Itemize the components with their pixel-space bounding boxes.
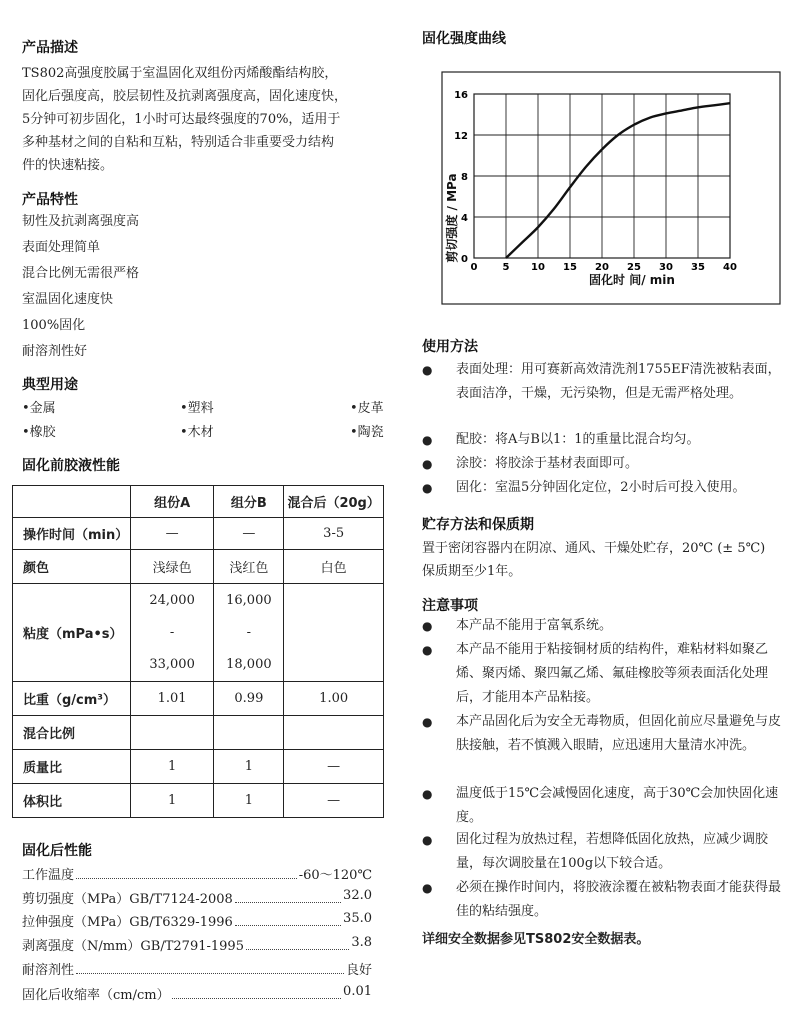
table-header-cell: 组分B [214,486,284,518]
x-tick-label: 40 [723,262,737,273]
x-tick-label: 35 [691,262,705,273]
spec-value: 良好 [345,963,372,978]
use-item: •塑料 [180,401,214,416]
cell-mix: 1.00 [284,682,384,716]
bullet-icon: ● [422,619,433,633]
cell-b: 1 [214,784,284,818]
cure-strength-chart [422,68,782,308]
cell-b [214,716,284,750]
table-row [13,784,384,818]
table-header-row [13,486,384,518]
table-header-cell: 组份A [130,486,214,518]
description-line: 件的快速粘接。 [22,158,114,173]
spec-value: 35.0 [343,911,372,926]
curve-heading: 固化强度曲线 [422,31,506,47]
use-item: •皮革 [350,401,384,416]
description-heading: 产品描述 [22,40,78,56]
description-line: 固化后强度高，胶层韧性及抗剥离强度高，固化速度快， [22,89,348,104]
spec-row [22,935,372,954]
viscosity-dash: - [169,624,175,640]
x-tick-label: 25 [627,262,641,273]
x-tick-label: 15 [563,262,577,273]
spec-value: -60～120℃ [298,868,372,883]
use-item: •木材 [180,425,214,440]
storage-heading: 贮存方法和保质期 [422,517,534,533]
table-row [13,682,384,716]
usage-heading: 使用方法 [422,339,478,355]
cell-b: 浅红色 [214,550,284,584]
y-tick-label: 12 [454,131,468,142]
x-tick-label: 0 [470,262,478,273]
row-label: 质量比 [13,750,131,784]
row-label: 颜色 [13,550,131,584]
pre-cure-table [12,485,384,818]
bullet-icon: ● [422,433,433,447]
bullet-icon: ● [422,833,433,847]
x-tick-label: 5 [502,262,510,273]
feature-item: 表面处理简单 [22,240,101,255]
spec-label: 耐溶剂性 [22,963,75,978]
cell-b [214,584,284,682]
row-label: 粘度（mPa•s） [13,584,131,682]
cell-mix [284,716,384,750]
feature-item: 100%固化 [22,318,86,333]
bullet-icon: ● [422,481,433,495]
cell-mix: — [284,750,384,784]
x-tick-label: 10 [531,262,545,273]
cell-a: — [130,518,214,550]
spec-label: 固化后收缩率（cm/cm） [22,988,170,1003]
x-tick-label: 20 [595,262,609,273]
row-label: 操作时间（min） [13,518,131,550]
table-row [13,716,384,750]
viscosity-min: 24,000 [149,592,195,608]
bullet-icon: ● [422,881,433,895]
safety-data-note: 详细安全数据参见TS802安全数据表。 [422,932,650,947]
table-row [13,750,384,784]
uses-heading: 典型用途 [22,377,78,393]
cell-a: 1.01 [130,682,214,716]
list-item: ● 表面处理：用可赛新高效清洗剂1755EF清洗被粘表面，表面洁净，干燥，无污染物，但是无需严格处理。 [422,358,792,430]
viscosity-min: 16,000 [226,592,272,608]
use-item: •橡胶 [22,425,56,440]
table-header-cell [13,486,131,518]
row-label: 比重（g/cm³） [13,682,131,716]
y-tick-label: 16 [454,90,468,101]
storage-line: 置于密闭容器内在阴凉、通风、干燥处贮存，20℃ (± 5℃) [422,541,766,556]
spec-label: 工作温度 [22,868,75,883]
cell-a: 浅绿色 [130,550,214,584]
bullet-icon: ● [422,787,433,801]
spec-value: 3.8 [351,935,372,950]
pre-cure-heading: 固化前胶液性能 [22,458,120,474]
use-item: •陶瓷 [350,425,384,440]
y-tick-label: 0 [461,254,468,265]
spec-row [22,888,372,907]
y-tick-label: 4 [461,213,468,224]
row-label: 混合比例 [13,716,131,750]
cell-mix [284,584,384,682]
cell-mix: 3-5 [284,518,384,550]
bullet-icon: ● [422,715,433,729]
spec-label: 剪切强度（MPa）GB/T7124-2008 [22,892,233,907]
cell-a [130,716,214,750]
bullet-icon: ● [422,363,433,377]
notes-heading: 注意事项 [422,598,478,614]
feature-item: 耐溶剂性好 [22,344,88,359]
cell-a: 1 [130,750,214,784]
x-tick-label: 30 [659,262,673,273]
spec-row [22,984,372,1003]
cell-b: 1 [214,750,284,784]
post-cure-heading: 固化后性能 [22,843,92,859]
description-line: 5分钟可初步固化，1小时可达最终强度的70%，适用于 [22,112,341,127]
cell-a [130,584,214,682]
table-header-cell: 混合后（20g） [284,486,384,518]
spec-row [22,864,372,883]
spec-row [22,911,372,930]
features-heading: 产品特性 [22,192,78,208]
viscosity-max: 18,000 [226,656,272,672]
viscosity-max: 33,000 [149,656,195,672]
cell-b: — [214,518,284,550]
strength-curve-line [506,103,730,258]
table-row [13,584,384,682]
spec-label: 拉伸强度（MPa）GB/T6329-1996 [22,915,233,930]
storage-line: 保质期至少1年。 [422,564,522,579]
spec-row [22,959,372,978]
cell-mix: 白色 [284,550,384,584]
feature-item: 混合比例无需很严格 [22,266,140,281]
description-line: 多种基材之间的自粘和互粘，特别适合非重要受力结构 [22,135,335,150]
feature-item: 韧性及抗剥离强度高 [22,214,140,229]
y-tick-label: 8 [461,172,468,183]
bullet-icon: ● [422,643,433,657]
table-row [13,518,384,550]
viscosity-dash: - [246,624,252,640]
feature-item: 室温固化速度快 [22,292,114,307]
bullet-icon: ● [422,457,433,471]
cell-mix: — [284,784,384,818]
row-label: 体积比 [13,784,131,818]
spec-value: 0.01 [343,984,372,999]
use-item: •金属 [22,401,56,416]
y-axis-label: 剪切强度 / MPa [445,173,459,263]
x-axis-label: 固化时 间/ min [589,273,675,287]
spec-value: 32.0 [343,888,372,903]
cell-b: 0.99 [214,682,284,716]
table-row [13,550,384,584]
cell-a: 1 [130,784,214,818]
description-line: TS802高强度胶属于室温固化双组份丙烯酸酯结构胶， [22,66,338,81]
spec-label: 剥离强度（N/mm）GB/T2791-1995 [22,939,244,954]
